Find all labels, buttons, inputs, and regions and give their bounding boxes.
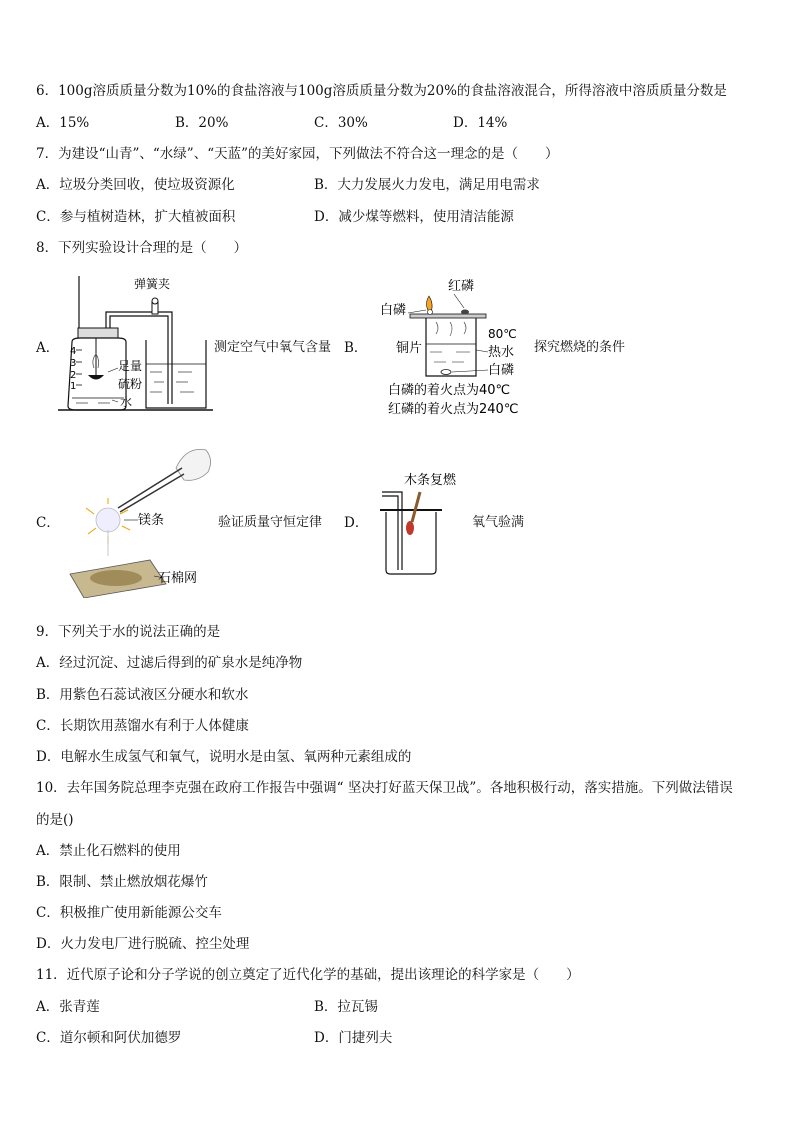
q8-option-d-letter: D． bbox=[344, 515, 369, 531]
q6-stem: 6．100g溶质质量分数为10%的食盐溶液与100g溶质质量分数为20%的食盐溶液混合，所得溶液中溶质质量分数是 bbox=[36, 83, 727, 99]
q7-stem: 7．为建设“山青”、“水绿”、“天蓝”的美好家园，下列做法不符合这一理念的是（ ） bbox=[36, 146, 559, 162]
clip-label: 弹簧夹 bbox=[134, 277, 171, 291]
sulfur-label-2: 硫粉 bbox=[118, 377, 143, 391]
q9-option-c: C．长期饮用蒸馏水有利于人体健康 bbox=[36, 718, 249, 734]
ignition-note-2: 红磷的着火点为240℃ bbox=[388, 402, 519, 417]
q7-option-b: B．大力发展火力发电，满足用电需求 bbox=[314, 177, 540, 193]
q9-option-b: B．用紫色石蕊试液区分硬水和软水 bbox=[36, 687, 249, 703]
oxygen-content-apparatus-figure bbox=[58, 272, 213, 414]
q6-option-a: A．15% bbox=[36, 115, 90, 131]
q11-option-b: B．拉瓦锡 bbox=[314, 999, 378, 1015]
ignition-note-1: 白磷的着火点为40℃ bbox=[388, 383, 511, 398]
white-phosphorus-label: 白磷 bbox=[380, 303, 407, 318]
combustion-condition-figure bbox=[380, 276, 530, 418]
q11-option-d: D．门捷列夫 bbox=[314, 1030, 393, 1046]
magnesium-label: 镁条 bbox=[138, 513, 165, 528]
q8-option-b-caption: 探究燃烧的条件 bbox=[534, 340, 626, 355]
copper-plate-label: 铜片 bbox=[396, 341, 423, 356]
q8-option-d-caption: 氧气验满 bbox=[472, 515, 525, 530]
temperature-label: 80℃ bbox=[488, 327, 517, 341]
q8-option-c-caption: 验证质量守恒定律 bbox=[218, 515, 323, 530]
q11-option-c: C．道尔顿和阿伏加德罗 bbox=[36, 1030, 182, 1046]
q6-option-b: B．20% bbox=[175, 115, 229, 131]
magnesium-burning-figure bbox=[58, 438, 218, 598]
q9-option-d: D．电解水生成氢气和氧气，说明水是由氢、氧两种元素组成的 bbox=[36, 749, 412, 765]
q10-option-c: C．积极推广使用新能源公交车 bbox=[36, 905, 222, 921]
q10-option-a: A．禁止化石燃料的使用 bbox=[36, 843, 181, 859]
q10-stem-line-2: 的是() bbox=[36, 812, 74, 828]
q8-option-b-letter: B． bbox=[344, 340, 368, 356]
hot-water-label: 热水 bbox=[488, 345, 515, 360]
q10-option-b: B．限制、禁止燃放烟花爆竹 bbox=[36, 874, 208, 890]
q11-option-a: A．张青莲 bbox=[36, 999, 100, 1015]
tick-label-1: 1 bbox=[70, 381, 77, 392]
q7-option-c: C．参与植树造林，扩大植被面积 bbox=[36, 209, 236, 225]
q11-stem: 11．近代原子论和分子学说的创立奠定了近代化学的基础，提出该理论的科学家是（ ） bbox=[36, 967, 580, 983]
sulfur-label-1: 足量 bbox=[118, 359, 143, 373]
tick-label-3: 3 bbox=[70, 358, 77, 369]
q10-stem-line-1: 10．去年国务院总理李克强在政府工作报告中强调“ 坚决打好蓝天保卫战”。各地积极行动，落实措施。下列做法错误 bbox=[36, 780, 733, 796]
splint-label: 木条复燃 bbox=[404, 473, 457, 488]
q7-option-a: A．垃圾分类回收，使垃圾资源化 bbox=[36, 177, 235, 193]
q8-stem: 8．下列实验设计合理的是（ ） bbox=[36, 240, 248, 256]
gauze-label: 石棉网 bbox=[158, 571, 198, 586]
q9-option-a: A．经过沉淀、过滤后得到的矿泉水是纯净物 bbox=[36, 655, 303, 671]
q6-option-c: C．30% bbox=[314, 115, 368, 131]
q8-option-a-letter: A． bbox=[36, 340, 60, 356]
q9-stem: 9．下列关于水的说法正确的是 bbox=[36, 624, 221, 640]
q8-option-c-letter: C． bbox=[36, 515, 60, 531]
q10-option-d: D．火力发电厂进行脱硫、控尘处理 bbox=[36, 936, 250, 952]
red-phosphorus-label: 红磷 bbox=[448, 279, 475, 294]
white-phosphorus-label-2: 白磷 bbox=[488, 363, 515, 378]
q6-option-d: D．14% bbox=[453, 115, 508, 131]
tick-label-4: 4 bbox=[70, 346, 77, 357]
q7-option-d: D．减少煤等燃料，使用清洁能源 bbox=[314, 209, 514, 225]
tick-label-2: 2 bbox=[70, 370, 77, 381]
oxygen-check-figure bbox=[376, 466, 472, 578]
q8-option-a-caption: 测定空气中氧气含量 bbox=[214, 340, 332, 355]
water-label: 水 bbox=[120, 395, 133, 409]
